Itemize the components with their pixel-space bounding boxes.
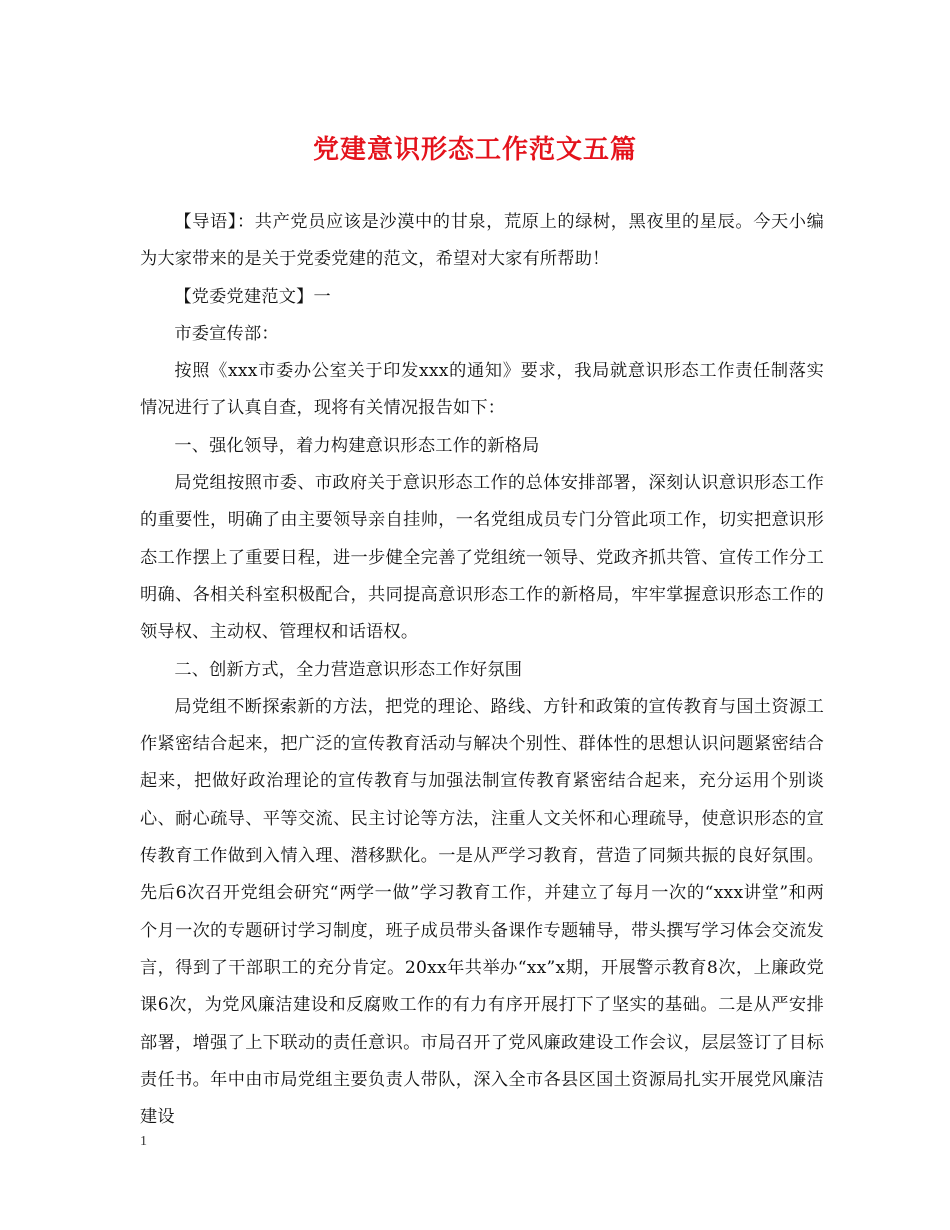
page-number: 1 — [140, 1134, 147, 1149]
document-body — [140, 204, 824, 1136]
subheading: 二、创新方式，全力营造意识形态工作好氛围 — [174, 659, 523, 680]
body-paragraph: 局党组按照市委、市政府关于意识形态工作的总体安排部署，深刻认识意识形态工作的重要性，明确了由主要领导亲自挂帅，一名党组成员专门分管此项工作，切实把意识形态工作摆上了重要日程，进一步健全完善了党组统一领导、党政齐抓共管、宣传工作分工明确、各相关科室积极配合，共同提高意识形态工作的新格局，牢牢掌握意识形态工作的领导权、主动权、管理权和话语权。 — [140, 473, 824, 643]
body-paragraph: 按照《xxx市委办公室关于印发xxx的通知》要求，我局就意识形态工作责任制落实情况进行了认真自查，现将有关情况报告如下： — [140, 361, 824, 419]
subheading: 一、强化领导，着力构建意识形态工作的新格局 — [174, 435, 540, 456]
intro-paragraph: 【导语】：共产党员应该是沙漠中的甘泉，荒原上的绿树，黑夜里的星辰。今天小编为大家带来的是关于党委党建的范文，希望对大家有所帮助！ — [140, 212, 824, 270]
body-paragraph: 局党组不断探索新的方法，把党的理论、路线、方针和政策的宣传教育与国土资源工作紧密结合起来，把广泛的宣传教育活动与解决个别性、群体性的思想认识问题紧密结合起来，把做好政治理论的宣传教育与加强法制宣传教育紧密结合起来，充分运用个别谈心、耐心疏导、平等交流、民主讨论等方法，注重人文关怀和心理疏导，使意识形态的宣传教育工作做到入情入理、潜移默化。一是从严学习教育，营造了同频共振的良好氛围。先后6次召开党组会研究“两学一做”学习教育工作，并建立了每月一次的“xxx讲堂”和两个月一次的专题研讨学习制度，班子成员带头备课作专题辅导，带头撰写学习体会交流发言，得到了干部职工的充分肯定。20xx年共举办“xx”x期，开展警示教育8次，上廉政党课6次，为党风廉洁建设和反腐败工作的有力有序开展打下了坚实的基础。二是从严安排部署，增强了上下联动的责任意识。市局召开了党风廉政建设工作会议，层层签订了目标责任书。年中由市局党组主要负责人带队，深入全市各县区国土资源局扎实开展党风廉洁建设 — [140, 696, 824, 1128]
salutation: 市委宣传部： — [174, 323, 279, 344]
section-heading: 【党委党建范文】一 — [174, 286, 331, 307]
document-title: 党建意识形态工作范文五篇 — [312, 135, 637, 165]
